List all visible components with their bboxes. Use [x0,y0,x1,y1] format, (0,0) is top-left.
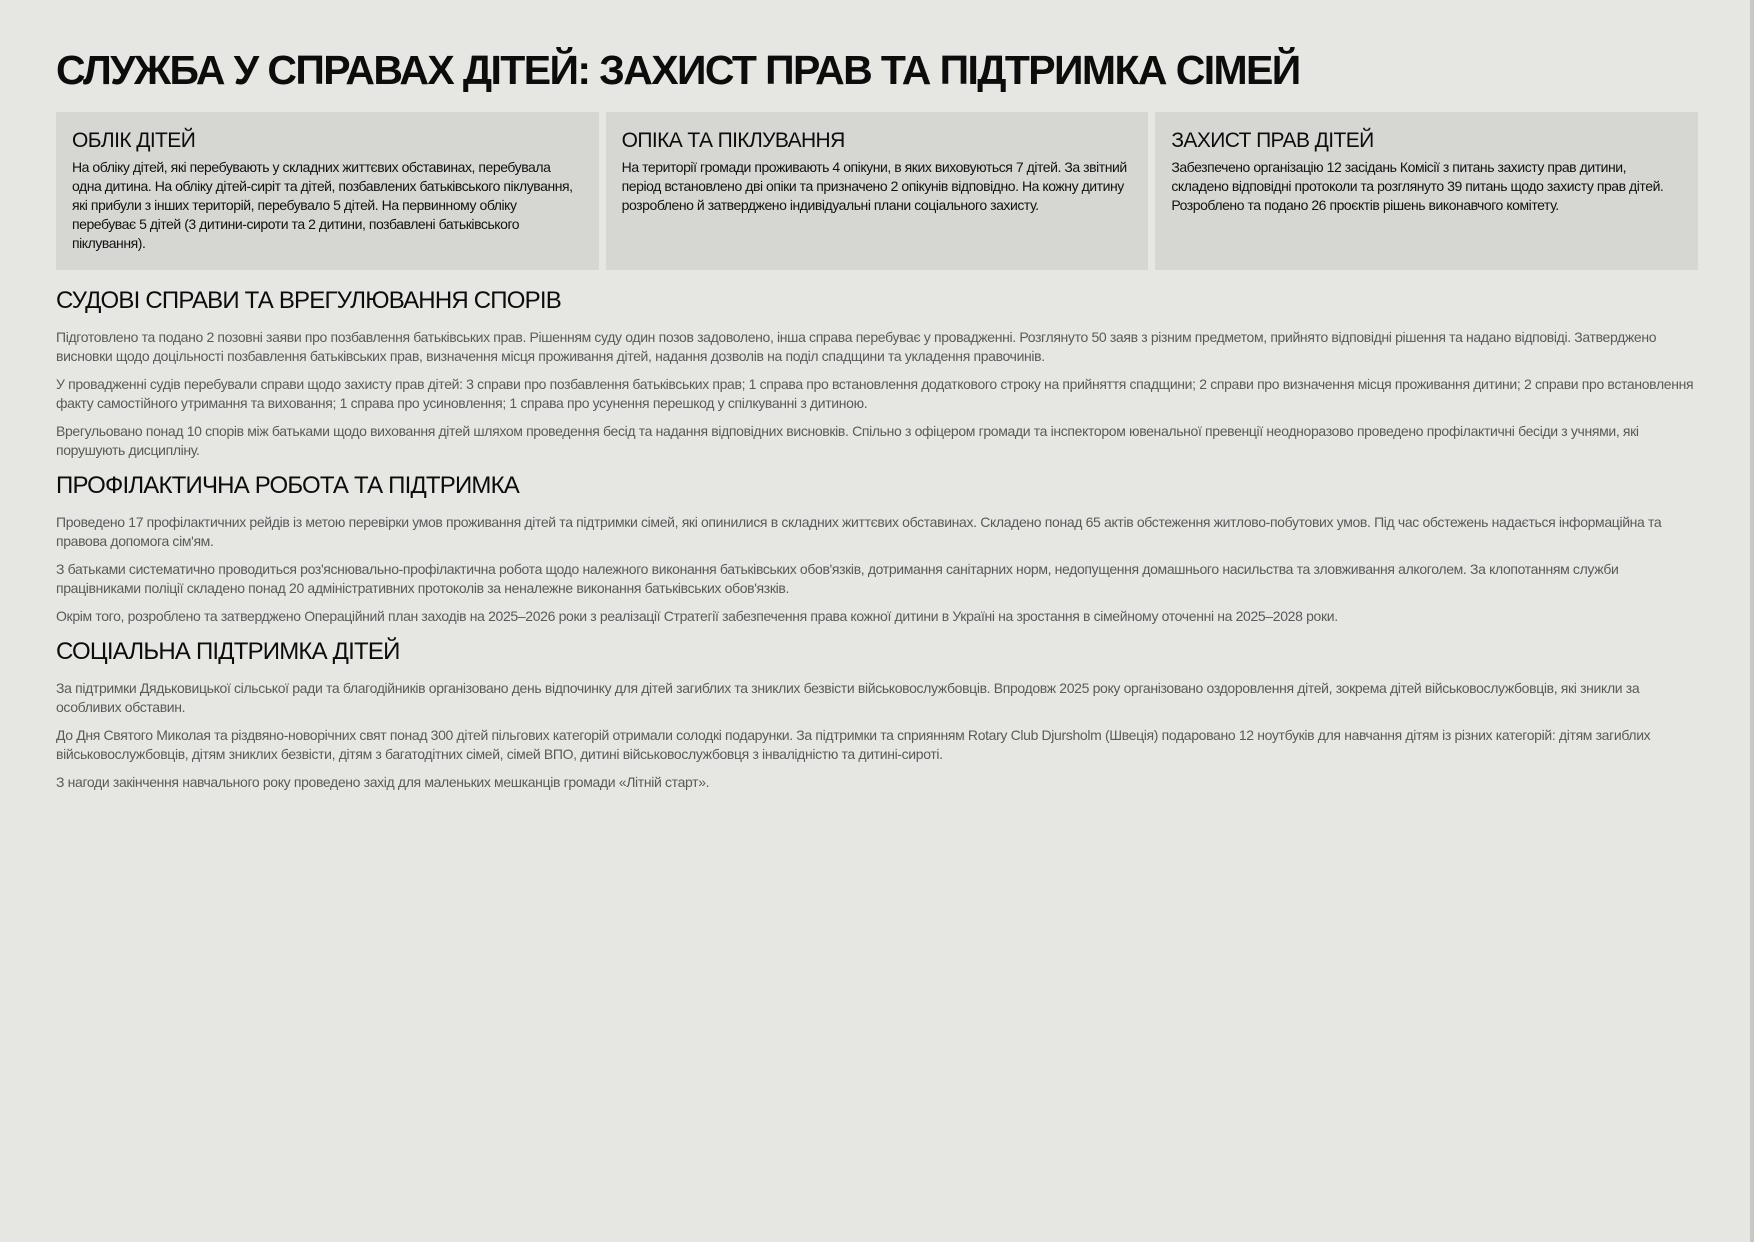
card-guardianship [606,112,1149,270]
card-child-rights-protection [1155,112,1698,270]
section-paragraph: До Дня Святого Миколая та різдвяно-новорічних свят понад 300 дітей пільгових категорій отримали солодкі подарунки. За підтримки та сприянням Rotary Club Djursholm (Швеція) подаровано 12 ноутбуків для навчання дітям із різних категорій: дітям загиблих військовослужбовців, дітям зниклих безвісти, дітям з багатодітних сімей, сімей ВПО, дитині військовослужбовця з інвалідністю та дитині-сироті. [56,727,1651,762]
page-title: СЛУЖБА У СПРАВАХ ДІТЕЙ: ЗАХИСТ ПРАВ ТА ПІДТРИМКА СІМЕЙ [56,47,1300,93]
card-heading: ОБЛІК ДІТЕЙ [72,129,196,152]
section-heading: ПРОФІЛАКТИЧНА РОБОТА ТА ПІДТРИМКА [56,472,520,499]
card-text: Забезпечено організацію 12 засідань Комісії з питань захисту прав дитини, складено відповідні протоколи та розглянуто 39 питань щодо захисту прав дітей. Розроблено та подано 26 проєктів рішень виконавчого комітету. [1171,159,1664,213]
section-social-support [56,635,1698,792]
section-heading: СУДОВІ СПРАВИ ТА ВРЕГУЛЮВАННЯ СПОРІВ [56,287,561,314]
page-edge-divider [1750,0,1754,1242]
card-heading: ОПІКА ТА ПІКЛУВАННЯ [621,129,845,152]
section-paragraph: З батьками систематично проводиться роз'яснювально-профілактична робота щодо належного виконання батьківських обов'язків, дотримання санітарних норм, недопущення домашнього насильства та зловживання алкоголем. За клопотанням служби працівниками поліції складено понад 20 адміністративних протоколів за неналежне виконання батьківських обов'язків. [56,561,1619,596]
section-paragraph: Проведено 17 профілактичних рейдів із метою перевірки умов проживання дітей та підтримки сімей, які опинилися в складних життєвих обставинах. Складено понад 65 актів обстеження житлово-побутових умов. Під час обстежень надається інформаційна та правова допомога сім'ям. [56,514,1662,549]
card-heading: ЗАХИСТ ПРАВ ДІТЕЙ [1171,129,1374,152]
section-heading: СОЦІАЛЬНА ПІДТРИМКА ДІТЕЙ [56,638,400,665]
section-court-cases [56,284,1698,460]
card-children-registry [56,112,599,270]
section-paragraph: Підготовлено та подано 2 позовні заяви про позбавлення батьківських прав. Рішенням суду один позов задоволено, інша справа перебуває у провадженні. Розглянуто 50 заяв з різним предметом, прийнято відповідні рішення та надано відповіді. Затверджено висновки щодо доцільності позбавлення батьківських прав, визначення місця проживання дітей, надання дозволів на поділ спадщини та укладення правочинів. [56,329,1657,364]
summary-cards [56,112,1698,270]
card-text: На обліку дітей, які перебувають у складних життєвих обставинах, перебувала одна дитина. На обліку дітей-сиріт та дітей, позбавлених батьківського піклування, які прибули з інших територій, перебувало 5 дітей. На первинному обліку перебуває 5 дітей (3 дитини-сироти та 2 дитини, позбавлені батьківського піклування). [72,159,573,251]
section-paragraph: За підтримки Дядьковицької сільської ради та благодійників організовано день відпочинку для дітей загиблих та зниклих безвісти військовослужбовців. Впродовж 2025 року організовано оздоровлення дітей, зокрема дітей військовослужбовців, які зникли за особливих обставин. [56,680,1640,715]
section-paragraph: Врегульовано понад 10 спорів між батьками щодо виховання дітей шляхом проведення бесід та надання відповідних висновків. Спільно з офіцером громади та інспектором ювенальної превенції неодноразово проведено профілактичні бесіди з учнями, які порушують дисципліну. [56,423,1639,458]
section-prevention-work [56,469,1698,626]
section-paragraph: З нагоди закінчення навчального року проведено захід для маленьких мешканців громади «Літній старт». [56,774,710,790]
section-paragraph: У провадженні судів перебували справи щодо захисту прав дітей: 3 справи про позбавлення батьківських прав; 1 справа про встановлення додаткового строку на прийняття спадщини; 2 справи про визначення місця проживання дитини; 2 справи про встановлення факту самостійного утримання та виховання; 1 справа про усиновлення; 1 справа про усунення перешкод у спілкуванні з дитиною. [56,376,1694,411]
section-paragraph: Окрім того, розроблено та затверджено Операційний план заходів на 2025–2026 роки з реалізації Стратегії забезпечення права кожної дитини в Україні на зростання в сімейному оточенні на 2025–2028 роки. [56,608,1338,624]
card-text: На території громади проживають 4 опікуни, в яких виховуються 7 дітей. За звітний період встановлено дві опіки та призначено 2 опікунів відповідно. На кожну дитину розроблено й затверджено індивідуальні плани соціального захисту. [621,159,1127,213]
